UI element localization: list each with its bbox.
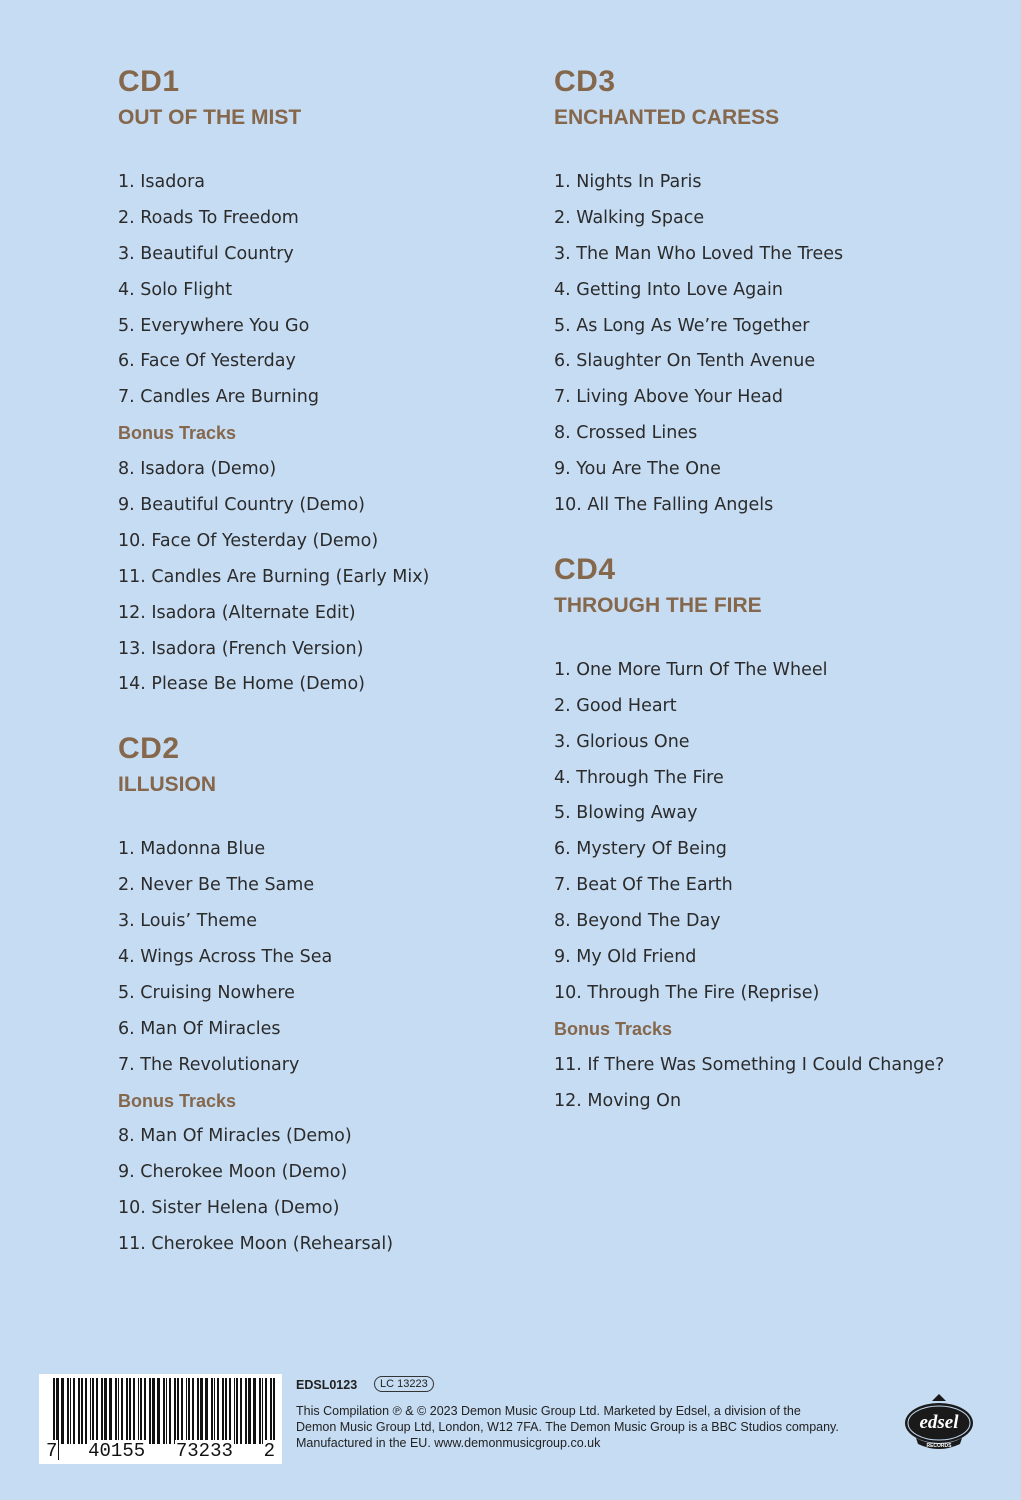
barcode-bar <box>121 1378 123 1444</box>
bonus-tracks-heading: Bonus Tracks <box>118 423 237 444</box>
track-item: 9. You Are The One <box>554 459 721 480</box>
barcode-digit-group: 7 <box>46 1440 58 1462</box>
barcode-bar <box>149 1378 151 1444</box>
track-item: 5. Blowing Away <box>554 803 698 824</box>
barcode-bar <box>248 1378 251 1444</box>
disc-number: CD3 <box>554 65 616 98</box>
disc-number: CD4 <box>554 552 616 586</box>
barcode-bar <box>234 1378 235 1444</box>
track-item: 4. Getting Into Love Again <box>554 279 783 300</box>
track-item: 3. Glorious One <box>554 731 690 752</box>
barcode-bar <box>138 1378 139 1444</box>
track-item: 4. Solo Flight <box>118 279 233 300</box>
barcode-bar <box>229 1378 231 1444</box>
barcode-digits <box>39 1440 282 1462</box>
barcode-bar <box>192 1378 194 1444</box>
barcode-bar <box>200 1378 203 1444</box>
track-item: 8. Man Of Miracles (Demo) <box>118 1126 352 1147</box>
disc-number: CD2 <box>118 732 180 766</box>
barcode-bar <box>70 1378 71 1444</box>
svg-text:edsel: edsel <box>919 1412 959 1433</box>
track-item: 9. Beautiful Country (Demo) <box>118 495 365 516</box>
barcode-bar <box>101 1378 103 1444</box>
svg-text:RECORDS: RECORDS <box>926 1443 952 1449</box>
track-item: 13. Isadora (French Version) <box>118 638 364 659</box>
track-item: 11. If There Was Something I Could Change? <box>554 1054 945 1075</box>
barcode-bar <box>109 1378 112 1444</box>
track-item: 2. Good Heart <box>554 695 677 716</box>
barcode-bar <box>157 1378 160 1444</box>
barcode-bar <box>126 1378 128 1444</box>
track-item: 6. Face Of Yesterday <box>118 351 296 372</box>
disc-title: OUT OF THE MIST <box>118 106 302 129</box>
disc-title: ENCHANTED CARESS <box>554 106 780 129</box>
disc-cd2 <box>118 727 518 1263</box>
barcode-bar <box>214 1378 215 1444</box>
track-item: 7. The Revolutionary <box>118 1054 300 1075</box>
barcode-bar <box>90 1378 91 1444</box>
barcode-bar <box>205 1378 208 1444</box>
copyright-line: Demon Music Group Ltd, London, W12 7FA. The Demon Music Group is a BBC Studios company. <box>296 1420 839 1434</box>
track-item: 1. Isadora <box>118 172 205 192</box>
barcode-bar <box>96 1378 98 1444</box>
track-item: 7. Candles Are Burning <box>118 387 319 408</box>
barcode-bar <box>197 1378 199 1444</box>
barcode-bar <box>115 1378 117 1444</box>
track-list <box>118 832 518 1263</box>
disc-cd4 <box>554 548 994 1120</box>
barcode-bar <box>262 1378 263 1444</box>
track-item: 9. My Old Friend <box>554 947 697 968</box>
track-item: 4. Through The Fire <box>554 767 724 788</box>
barcode-bar <box>129 1378 131 1444</box>
barcode-bar <box>259 1378 261 1444</box>
track-item: 11. Cherokee Moon (Rehearsal) <box>118 1234 394 1255</box>
disc-title: THROUGH THE FIRE <box>554 593 762 617</box>
barcode-bar <box>92 1378 94 1444</box>
track-item: 10. Face Of Yesterday (Demo) <box>118 530 379 551</box>
barcode-bar <box>177 1378 179 1444</box>
barcode-bar <box>211 1378 213 1444</box>
track-item: 8. Beyond The Day <box>554 911 721 932</box>
track-item: 9. Cherokee Moon (Demo) <box>118 1162 348 1183</box>
track-item: 11. Candles Are Burning (Early Mix) <box>118 566 430 587</box>
track-item: 8. Crossed Lines <box>554 423 698 444</box>
track-item: 5. Cruising Nowhere <box>118 982 295 1003</box>
barcode-bar <box>181 1378 183 1444</box>
track-list <box>118 165 518 703</box>
barcode <box>39 1374 282 1464</box>
track-item: 1. Nights In Paris <box>554 172 702 192</box>
barcode-bar <box>273 1378 275 1444</box>
barcode-bar <box>166 1378 167 1444</box>
barcode-digit-group: 40155 <box>88 1440 146 1462</box>
disc-number: CD1 <box>118 65 180 98</box>
barcode-bar <box>240 1378 242 1444</box>
barcode-bar <box>163 1378 165 1444</box>
barcode-bar <box>73 1378 75 1444</box>
barcode-bar <box>85 1378 87 1444</box>
left-column <box>118 60 518 1287</box>
barcode-bar <box>61 1378 64 1444</box>
track-item: 4. Wings Across The Sea <box>118 947 333 968</box>
barcode-bar <box>104 1378 107 1444</box>
disc-title: ILLUSION <box>118 773 216 797</box>
barcode-bar <box>265 1378 267 1444</box>
lc-code-badge: LC 13223 <box>374 1376 434 1392</box>
track-item: 3. Louis’ Theme <box>118 911 257 932</box>
barcode-bar <box>81 1378 83 1444</box>
track-list <box>554 165 994 524</box>
track-list <box>554 653 994 1120</box>
track-item: 3. The Man Who Loved The Trees <box>554 243 844 264</box>
edsel-logo-icon <box>902 1392 976 1454</box>
track-item: 5. Everywhere You Go <box>118 315 310 336</box>
barcode-bar <box>152 1378 155 1444</box>
barcode-bar <box>67 1378 69 1444</box>
track-item: 1. One More Turn Of The Wheel <box>554 659 828 680</box>
barcode-bar <box>174 1378 176 1444</box>
copyright-notice <box>296 1403 896 1451</box>
copyright-line: This Compilation ℗ & © 2023 Demon Music Group Ltd. Marketed by Edsel, a division of the <box>296 1404 801 1418</box>
track-item: 10. Sister Helena (Demo) <box>118 1198 340 1219</box>
copyright-line: Manufactured in the EU. www.demonmusicgroup.co.uk <box>296 1436 601 1450</box>
barcode-bar <box>188 1378 190 1444</box>
barcode-bar <box>186 1378 187 1444</box>
disc-cd1 <box>118 60 518 703</box>
track-item: 5. As Long As We’re Together <box>554 315 810 336</box>
barcode-bar <box>225 1378 227 1444</box>
track-item: 10. Through The Fire (Reprise) <box>554 982 820 1003</box>
track-item: 7. Beat Of The Earth <box>554 875 733 896</box>
barcode-bar <box>118 1378 119 1444</box>
track-item: 14. Please Be Home (Demo) <box>118 674 365 695</box>
barcode-bar <box>144 1378 146 1444</box>
barcode-bar <box>270 1378 272 1444</box>
disc-cd3 <box>554 60 994 524</box>
barcode-bar <box>245 1378 247 1444</box>
bonus-tracks-heading: Bonus Tracks <box>554 1018 673 1039</box>
track-item: 8. Isadora (Demo) <box>118 459 277 480</box>
edsel-records-logo <box>902 1392 976 1454</box>
catalog-number: EDSL0123 <box>296 1378 358 1392</box>
right-column <box>554 60 994 1143</box>
track-item: 7. Living Above Your Head <box>554 387 784 408</box>
track-item: 6. Slaughter On Tenth Avenue <box>554 351 816 372</box>
track-item: 3. Beautiful Country <box>118 243 294 264</box>
barcode-bar <box>169 1378 171 1444</box>
track-item: 12. Moving On <box>554 1090 682 1111</box>
barcode-bar <box>222 1378 224 1444</box>
track-item: 2. Walking Space <box>554 207 705 228</box>
track-item: 12. Isadora (Alternate Edit) <box>118 602 356 623</box>
barcode-bar <box>236 1378 238 1444</box>
barcode-bar <box>253 1378 256 1444</box>
barcode-digit-group: 2 <box>263 1440 275 1462</box>
barcode-digit-group: 73233 <box>175 1440 233 1462</box>
track-item: 10. All The Falling Angels <box>554 495 774 516</box>
bonus-tracks-heading: Bonus Tracks <box>118 1090 237 1111</box>
barcode-bar <box>217 1378 219 1444</box>
track-item: 2. Roads To Freedom <box>118 207 299 228</box>
track-item: 6. Man Of Miracles <box>118 1018 281 1039</box>
track-item: 1. Madonna Blue <box>118 839 266 860</box>
barcode-bar <box>133 1378 135 1444</box>
track-item: 6. Mystery Of Being <box>554 839 727 860</box>
track-item: 2. Never Be The Same <box>118 875 315 896</box>
barcode-bar <box>78 1378 80 1444</box>
barcode-bar <box>140 1378 142 1444</box>
